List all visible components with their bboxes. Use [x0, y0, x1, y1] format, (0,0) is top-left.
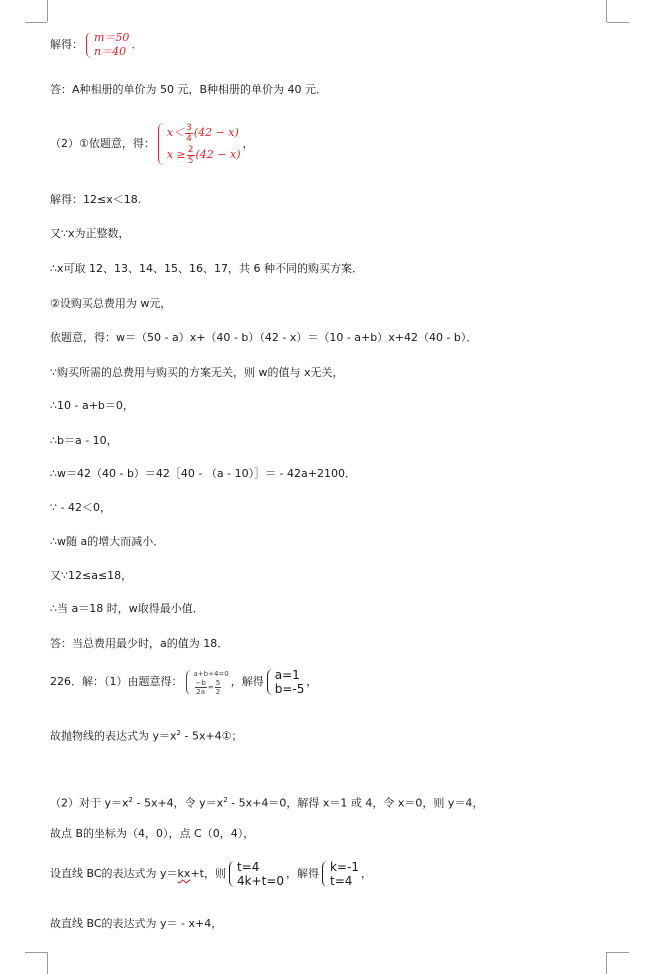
text-line-17: 答：当总费用最少时，a的值为 18．	[50, 637, 229, 650]
equation-system: m＝50 n＝40	[85, 31, 129, 59]
text-line-20: （2）对于 $y=x^2 - 5x+4$，令 $y=x^2 - 5x+4=0$，解得 x＝1 或 4，令 x＝0，则 y＝4，	[50, 796, 484, 810]
crop-mark-top-left	[47, 0, 48, 22]
crop-mark-top-right	[606, 0, 607, 22]
answer-line-1: 答：A种相册的单价为 50 元，B种相册的单价为 40 元．	[50, 83, 328, 96]
text-line-5: 又∵x为正整数，	[50, 227, 130, 240]
text-line-21: 故点 B的坐标为（4，0），点 C（0，4），	[50, 827, 255, 840]
crop-mark-bottom-right-v	[606, 952, 607, 974]
crop-mark-bottom-left	[25, 952, 47, 953]
crop-mark-bottom-right	[607, 952, 629, 953]
text-line-23: 故直线 BC的表达式为 y＝ - x+4，	[50, 917, 223, 930]
text-line-13: ∵ - 42＜0，	[50, 501, 111, 514]
text-line-7: ②设购买总费用为 w元，	[50, 297, 172, 310]
text-line-19: 故抛物线的表达式为 $y=x^2$ - 5x+4①；	[50, 729, 243, 743]
crop-mark-top-right-h	[607, 22, 629, 23]
crop-mark-top-left-h	[25, 22, 47, 23]
text-line-8: 依题意，得：w＝（50 - a）x+（40 - b）（42 - x）＝（10 - a+b）x+42（40 - b）．	[50, 331, 478, 344]
line-result-system: k=-1 t=4	[321, 860, 359, 888]
text-line-11: ∴b＝a - 10，	[50, 434, 118, 447]
text-line-12: ∴w＝42（40 - b）＝42［40 - （a - 10）］＝ - 42a+2100．	[50, 467, 357, 480]
text-line-16: ∴当 a＝18 时，w取得最小值．	[50, 602, 204, 615]
crop-mark-bottom-left-v	[47, 952, 48, 974]
solution-line-1: 解得： m＝50 n＝40 ．	[50, 31, 143, 58]
line-equation-system: t=4 4k+t=0	[228, 860, 284, 888]
inequality-system: x＜ $\frac{3}{4}$ (42 − x) x ≥ $\frac{2}{5}$ (42 − x)	[157, 122, 241, 166]
small-equation-system: a+b+4=0 $\frac{-b}{2a}$ = $\frac{5}{2}$	[185, 669, 229, 696]
problem-226-line: 226．解：（1）由题意得： a+b+4=0 $\frac{-b}{2a}$ = $\frac{5}{2}$ ，解得 a=1 b=-5 ，	[50, 668, 318, 696]
text-line-10: ∴10 - a+b＝0，	[50, 399, 134, 412]
solution-line-2: 解得：12≤x＜18.	[50, 193, 142, 206]
text-line-6: ∴x可取 12、13、14、15、16、17，共 6 种不同的购买方案．	[50, 262, 363, 275]
result-system: a=1 b=-5	[266, 668, 305, 696]
text-line-15: 又∵12≤a≤18，	[50, 569, 133, 582]
inequality-system-line: （2）①依题意，得： x＜ $\frac{3}{4}$ (42 − x) x ≥ $\frac{2}{5}$ (42 − x) ，	[50, 122, 254, 166]
text-line-14: ∴w随 a的增大而减小．	[50, 535, 165, 548]
text-line-22: 设直线 BC的表达式为 y＝kx+t，则 t=4 4k+t=0 ，解得 k=-1 t=4 ，	[50, 860, 372, 888]
text-line-9: ∵购买所需的总费用与购买的方案无关，则 w的值与 x无关，	[50, 366, 344, 379]
